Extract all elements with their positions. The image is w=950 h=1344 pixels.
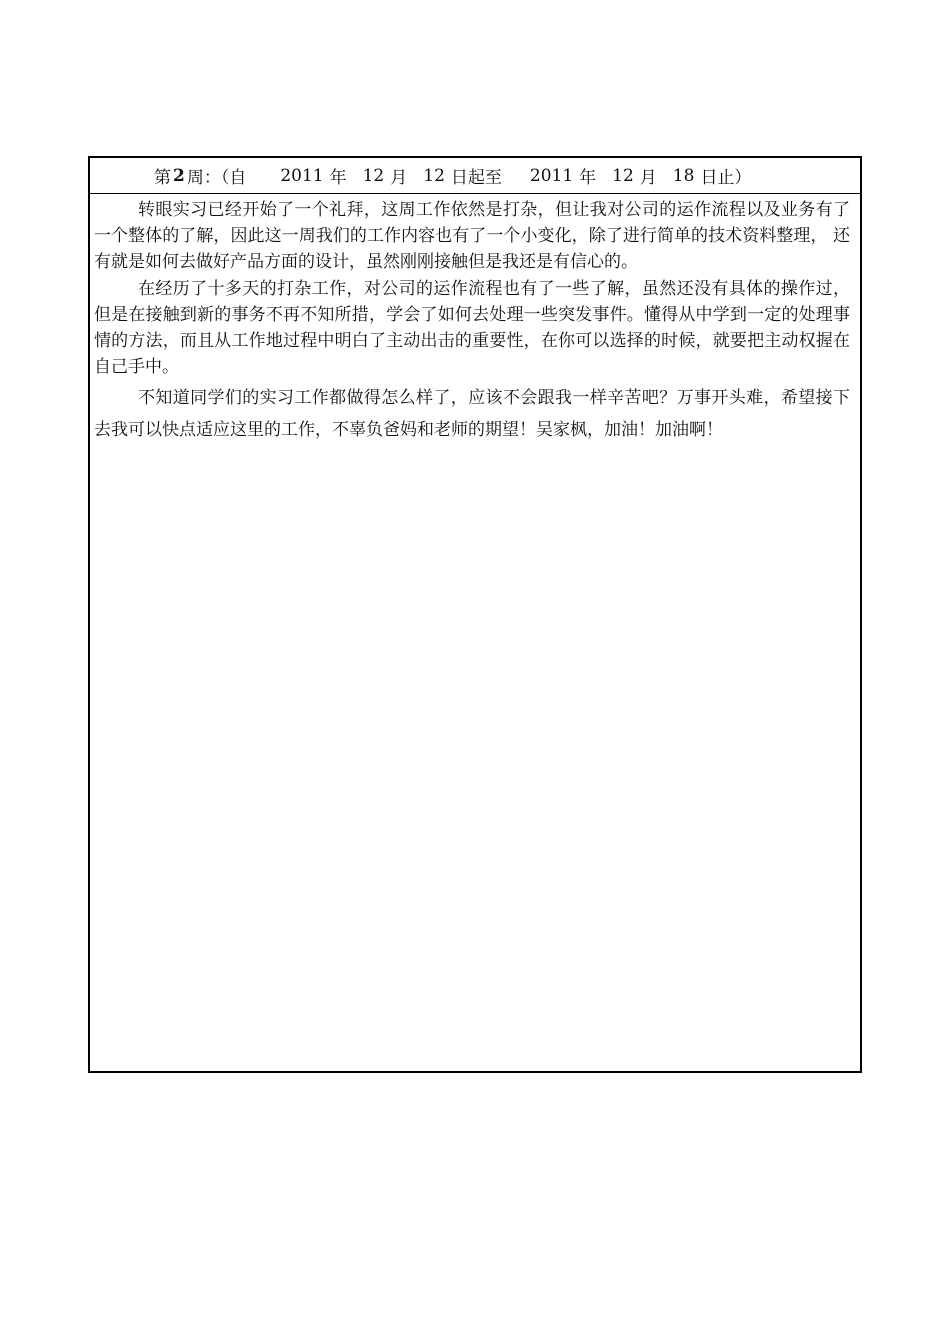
report-content-cell xyxy=(90,194,860,446)
report-paragraph-1: 转眼实习已经开始了一个礼拜，这周工作依然是打杂，但让我对公司的运作流程以及业务有了一个整体的了解，因此这一周我们的工作内容也有了一个小变化，除了进行简单的技术资料整理， 还有就是如何去做好产品方面的设计，虽然刚刚接触但是我还是有信心的。 xyxy=(94,200,850,272)
week-header-row xyxy=(90,158,860,194)
end-year-label: 年 xyxy=(579,168,597,188)
start-day: 12 xyxy=(423,165,445,186)
week-prefix: 第 xyxy=(154,168,171,188)
end-day-label: 日止） xyxy=(700,168,752,188)
report-paragraph-3: 不知道同学们的实习工作都做得怎么样了，应该不会跟我一样辛苦吧？万事开头难，希望接下去我可以快点适应这里的工作，不辜负爸妈和老师的期望！吴家枫，加油！加油啊！ xyxy=(94,388,850,440)
start-day-label: 日起至 xyxy=(450,168,502,188)
week-suffix: 周：（自 xyxy=(186,168,247,188)
start-year-label: 年 xyxy=(329,168,347,188)
start-month: 12 xyxy=(362,165,385,186)
report-paragraph-2: 在经历了十多天的打杂工作，对公司的运作流程也有了一些了解，虽然还没有具体的操作过，但是在接触到新的事务不再不知所措，学会了如何去处理一些突发事件。懂得从中学到一定的处理事情的方法，而且从工作地过程中明白了主动出击的重要性，在你可以选择的时候，就要把主动权握在自己手中。 xyxy=(94,279,850,377)
start-year: 2011 xyxy=(280,165,324,186)
start-month-label: 月 xyxy=(390,168,408,188)
end-month-label: 月 xyxy=(639,168,657,188)
end-day: 18 xyxy=(672,165,695,186)
end-month: 12 xyxy=(612,165,634,186)
weekly-report-table xyxy=(88,156,862,1073)
week-number: 2 xyxy=(173,165,185,186)
end-year: 2011 xyxy=(529,165,574,186)
